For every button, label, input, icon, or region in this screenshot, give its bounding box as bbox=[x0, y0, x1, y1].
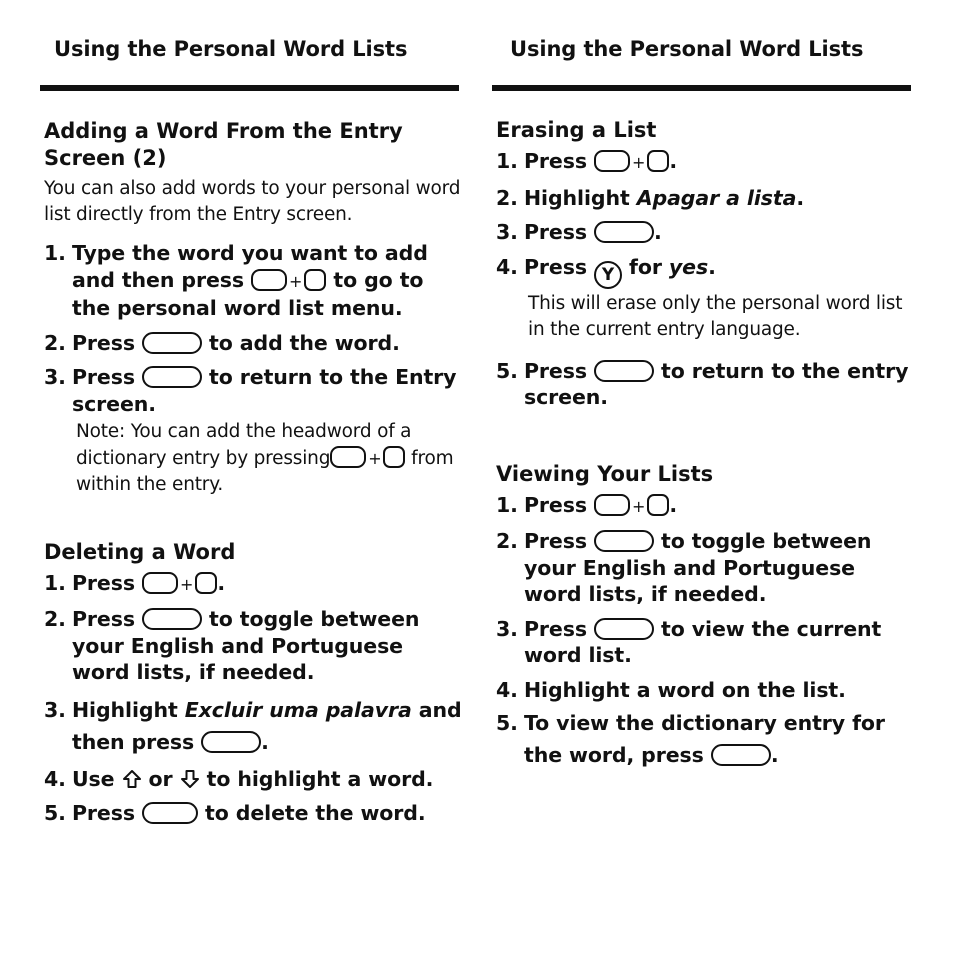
viewing-step-4: 4. Highlight a word on the list. bbox=[496, 677, 846, 702]
key-button-icon bbox=[330, 446, 366, 468]
deleting-step-2: 2. Press to toggle between your English and Portuguese word lists, if needed. bbox=[44, 607, 420, 684]
key-button-icon bbox=[251, 269, 287, 291]
key-button-icon bbox=[142, 366, 202, 388]
erasing-step-4: 4. Press Y for yes. bbox=[496, 254, 916, 289]
key-button-icon bbox=[594, 618, 654, 640]
section-title-deleting: Deleting a Word bbox=[44, 539, 236, 564]
key-button-icon bbox=[142, 332, 202, 354]
key-button-icon bbox=[594, 530, 654, 552]
viewing-step-2: 2. Press to toggle between your English and Portuguese word lists, if needed. bbox=[496, 529, 872, 606]
deleting-step-5: 5. Press to delete the word. bbox=[44, 801, 426, 825]
section-title-viewing: Viewing Your Lists bbox=[496, 461, 714, 486]
key-button-icon bbox=[142, 802, 198, 824]
erasing-step-5: 5. Press to return to the entry screen. bbox=[496, 358, 909, 409]
erasing-step-1: 1. Press + . bbox=[496, 149, 678, 173]
page-header-left: Using the Personal Word Lists bbox=[54, 37, 408, 61]
adding-step-3: 3. Press to return to the Entry screen. bbox=[44, 365, 457, 416]
key-button-icon bbox=[647, 494, 669, 516]
deleting-step-1: 1. Press + . bbox=[44, 570, 226, 595]
deleting-step-4: 4. Use or to highlight a word. bbox=[44, 766, 434, 791]
adding-intro: You can also add words to your personal word list directly from the Entry screen. bbox=[44, 178, 461, 225]
key-button-icon bbox=[195, 572, 217, 594]
header-rule-right bbox=[492, 85, 911, 91]
page-header-right: Using the Personal Word Lists bbox=[510, 37, 864, 61]
adding-note: Note: You can add the headword of a dictionary entry by pressing + from within the entry. bbox=[76, 421, 454, 495]
section-title-erasing: Erasing a List bbox=[496, 118, 657, 142]
viewing-step-1: 1. Press + . bbox=[496, 492, 678, 517]
adding-step-1: 1. Type the word you want to add and then press + to go to the personal word list menu. bbox=[44, 241, 428, 320]
key-button-icon bbox=[647, 150, 669, 172]
key-button-icon bbox=[594, 360, 654, 382]
key-button-icon bbox=[142, 572, 178, 594]
erasing-step-2: 2. Highlight Apagar a lista. bbox=[496, 185, 805, 210]
key-button-icon bbox=[201, 731, 261, 753]
left-content bbox=[44, 118, 464, 835]
key-button-icon bbox=[594, 494, 630, 516]
key-button-icon bbox=[711, 744, 771, 766]
adding-step-2: 2. Press to add the word. bbox=[44, 330, 400, 355]
deleting-step-3: 3. Highlight Excluir uma palavra and then press . bbox=[44, 697, 462, 754]
key-button-icon bbox=[142, 608, 202, 630]
header-rule-left bbox=[40, 85, 459, 91]
up-arrow-icon bbox=[122, 769, 142, 789]
key-button-icon bbox=[383, 446, 405, 468]
section-title-adding: Adding a Word From the Entry Screen (2) bbox=[44, 119, 403, 170]
erasing-step-3: 3. Press . bbox=[496, 220, 662, 244]
right-content bbox=[496, 117, 916, 779]
y-key-icon: Y bbox=[594, 261, 622, 289]
down-arrow-icon bbox=[180, 769, 200, 789]
key-button-icon bbox=[304, 269, 326, 291]
key-button-icon bbox=[594, 150, 630, 172]
viewing-step-3: 3. Press to view the current word list. bbox=[496, 616, 882, 667]
viewing-step-5: 5. To view the dictionary entry for the word, press . bbox=[496, 711, 885, 767]
key-button-icon bbox=[594, 221, 654, 243]
erasing-note: This will erase only the personal word list in the current entry language. bbox=[528, 292, 903, 340]
